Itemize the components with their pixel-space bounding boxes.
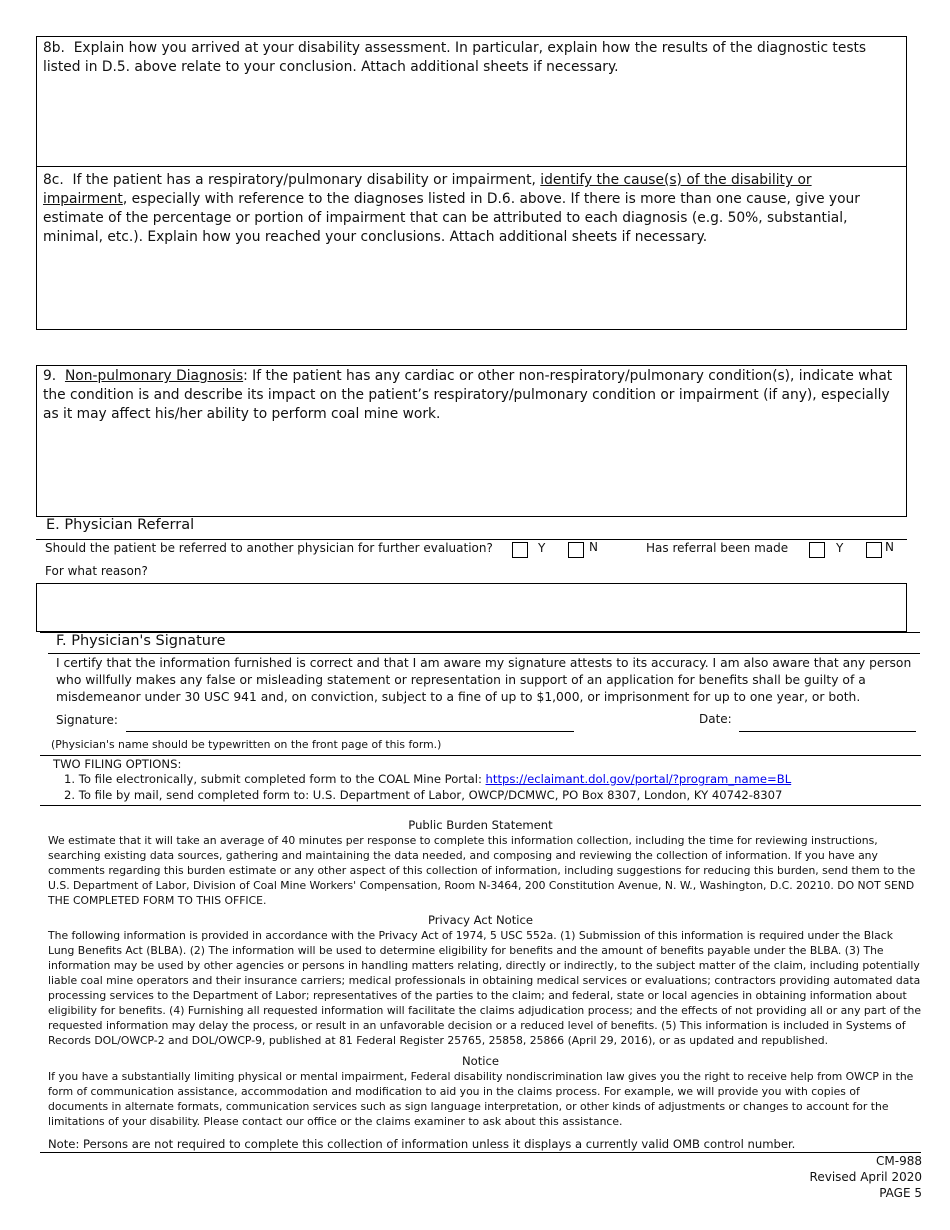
referral-no-label: N bbox=[589, 540, 598, 554]
q8b-box[interactable] bbox=[36, 36, 907, 167]
section-f-rule bbox=[48, 653, 920, 654]
section-e-rule bbox=[36, 539, 907, 540]
referral-reason-label: For what reason? bbox=[45, 564, 148, 578]
notice-text: If you have a substantially limiting physical or mental impairment, Federal disability nondiscrimination law gives you the right to receive help from OWCP in the form of communication assistance, accommodation and modification to aid you in the claims process. For example, we will provide you with copies of documents in alternate formats, communication services such as sign language interpretation, or other kinds of adjustments or changes to account for the limitations of your disability. Please contact our office or the claims examiner to ask about this assistance. bbox=[48, 1070, 914, 1128]
referral-no-checkbox[interactable] bbox=[568, 542, 584, 558]
filing-bottom-rule bbox=[40, 805, 921, 806]
q9-box[interactable] bbox=[36, 365, 907, 517]
filing-option-2: 2. To file by mail, send completed form to: U.S. Department of Labor, OWCP/DCMWC, PO Box 8307, London, KY 40742-8307 bbox=[64, 788, 783, 802]
filing-top-rule bbox=[40, 755, 921, 756]
section-f-heading: F. Physician's Signature bbox=[56, 633, 226, 649]
referral-made-yes-checkbox[interactable] bbox=[809, 542, 825, 558]
filing-heading: TWO FILING OPTIONS: bbox=[53, 757, 182, 771]
referral-made-no-label: N bbox=[885, 540, 894, 554]
referral-question: Should the patient be referred to another physician for further evaluation? bbox=[45, 541, 493, 555]
privacy-title: Privacy Act Notice bbox=[427, 913, 534, 927]
form-number: CM-988 bbox=[876, 1154, 922, 1168]
certification-text: I certify that the information furnished is correct and that I am aware my signature attests to its accuracy. I am also aware that any person who willfully makes any false or misleading statement or representation in support of an application for benefits shall be guilty of a misdemeanor under 30 USC 941 and, on conviction, subject to a fine of up to $1,000, or imprisonment for up to one year, or both. bbox=[56, 656, 912, 704]
notice-title: Notice bbox=[461, 1054, 500, 1068]
burden-text: We estimate that it will take an average of 40 minutes per response to complete this information collection, including the time for reviewing instructions, searching existing data sources, gathering and maintaining the data needed, and composing and reviewing the collection of information. If you have any comments regarding this burden estimate or any other aspect of this collection of information, including suggestions for reducing this burden, send them to the U.S. Department of Labor, Division of Coal Mine Workers' Compensation, Room N-3464, 200 Constitution Avenue, N. W., Washington, D.C. 20210. DO NOT SEND THE COMPLETED FORM TO THIS OFFICE. bbox=[48, 834, 916, 907]
referral-reason-field[interactable] bbox=[36, 583, 907, 632]
omb-note: Note: Persons are not required to complete this collection of information unless it displays a currently valid OMB control number. bbox=[48, 1137, 796, 1151]
signature-line[interactable] bbox=[126, 731, 574, 732]
q8b-text: 8b. Explain how you arrived at your disability assessment. In particular, explain how the results of the diagnostic tests listed in D.5. above relate to your conclusion. Attach additional sheets if necessary. bbox=[43, 40, 867, 75]
referral-made-yes-label: Y bbox=[836, 541, 844, 555]
physician-name-note: (Physician's name should be typewritten on the front page of this form.) bbox=[51, 738, 442, 751]
privacy-text: The following information is provided in accordance with the Privacy Act of 1974, 5 USC 552a. (1) Submission of this information is required under the Black Lung Benefits Act (BLBA). (2) The information will be used to determine eligibility for benefits and the amount of benefits payable under the BLBA. (3) The information may be used by other agencies or persons in handling matters relating, directly or indirectly, to the subject matter of the claim, including potentially liable coal mine operators and their insurance carriers; medical professionals in obtaining medical services or evaluations; contractors providing automated data processing services to the Department of Labor; representatives of the parties to the claim; and federal, state or local agencies in obtaining information about eligibility for benefits. (4) Furnishing all requested information will facilitate the claims adjudication process; and the effects of not providing all or any part of the requested information may delay the process, or result in an unfavorable decision or a reduced level of benefits. (5) This information is included in Systems of Records DOL/OWCP-2 and DOL/OWCP-9, published at 81 Federal Register 25765, 25858, 25866 (April 29, 2016), or as updated and republished. bbox=[48, 929, 922, 1047]
section-e-heading: E. Physician Referral bbox=[46, 517, 195, 533]
date-line[interactable] bbox=[739, 731, 916, 732]
q8c-text: 8c. If the patient has a respiratory/pulmonary disability or impairment, identify the cause(s) of the disability or impairment, especially with reference to the diagnoses listed in D.6. above. If there is more than one cause, give your estimate of the percentage or portion of impairment that can be attributed to each diagnosis (e.g. 50%, substantial, minimal, etc.). Explain how you reached your conclusions. Attach additional sheets if necessary. bbox=[43, 172, 860, 245]
date-label: Date: bbox=[699, 712, 732, 726]
q9-text: 9. Non-pulmonary Diagnosis: If the patient has any cardiac or other non-respiratory/pulmonary condition(s), indicate what the condition is and describe its impact on the patient’s respiratory/pulmonary condition or impairment (if any), especially as it may affect his/her ability to perform coal mine work. bbox=[43, 368, 893, 422]
page-number: PAGE 5 bbox=[879, 1186, 922, 1200]
signature-label: Signature: bbox=[56, 713, 118, 727]
referral-made-no-checkbox[interactable] bbox=[866, 542, 882, 558]
burden-title: Public Burden Statement bbox=[408, 818, 553, 832]
portal-link[interactable]: https://eclaimant.dol.gov/portal/?program_name=BL bbox=[485, 772, 792, 786]
referral-made-question: Has referral been made bbox=[646, 541, 789, 555]
referral-yes-checkbox[interactable] bbox=[512, 542, 528, 558]
referral-yes-label: Y bbox=[538, 541, 546, 555]
revised-date: Revised April 2020 bbox=[809, 1170, 922, 1184]
filing-option-1: 1. To file electronically, submit completed form to the COAL Mine Portal: https://eclaimant.dol.gov/portal/?program_name=BL bbox=[64, 772, 792, 786]
footer-rule bbox=[40, 1152, 921, 1153]
q8c-box[interactable] bbox=[36, 166, 907, 330]
